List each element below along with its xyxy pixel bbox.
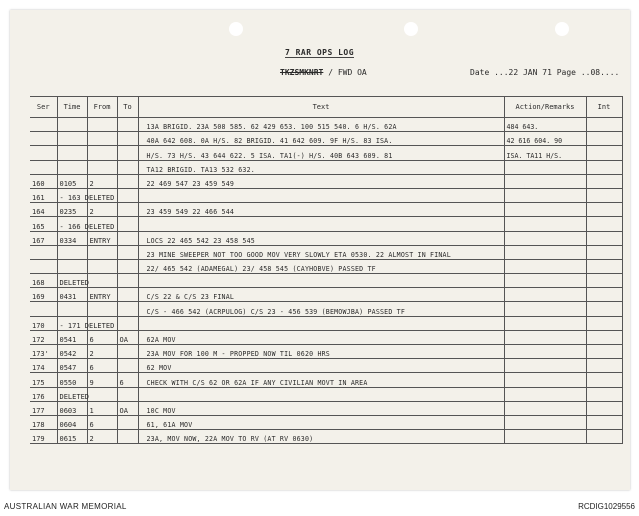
cell-int [586, 415, 622, 429]
table-row [30, 231, 622, 245]
cell-from: 6 [87, 415, 117, 429]
cell-int [586, 245, 622, 259]
cell-text [138, 188, 504, 202]
cell-action [504, 288, 586, 302]
cell-text: 62 MOV [138, 359, 504, 373]
cell-to [117, 174, 138, 188]
cell-time: 0547 [57, 359, 87, 373]
cell-action [504, 259, 586, 273]
table-row [30, 387, 622, 401]
punch-hole [555, 22, 569, 36]
cell-text: 61, 61A MOV [138, 415, 504, 429]
cell-int [586, 132, 622, 146]
cell-action [504, 188, 586, 202]
table-row [30, 174, 622, 188]
cell-text: LOCS 22 465 542 23 458 545 [138, 231, 504, 245]
cell-text: 23A MOV FOR 100 M - PROPPED NOW TIL 0620 HRS [138, 345, 504, 359]
cell-ser: 179 [30, 430, 57, 444]
cell-ser: 161 [30, 188, 57, 202]
cell-to [117, 288, 138, 302]
cell-int [586, 146, 622, 160]
cell-time: 0235 [57, 203, 87, 217]
table-row [30, 118, 622, 132]
cell-to [117, 146, 138, 160]
col-header-to: To [117, 97, 138, 118]
cell-from: ENTRY [87, 231, 117, 245]
cell-action: 42 616 604. 90 [504, 132, 586, 146]
col-header-time: Time [57, 97, 87, 118]
cell-to [117, 203, 138, 217]
cell-text [138, 316, 504, 330]
table-row [30, 359, 622, 373]
cell-time [57, 302, 87, 316]
cell-ser [30, 160, 57, 174]
cell-time: DELETED [57, 387, 87, 401]
col-header-int: Int [586, 97, 622, 118]
cell-time: - 163 DELETED [57, 188, 87, 202]
cell-ser: 173' [30, 345, 57, 359]
table-row [30, 146, 622, 160]
cell-time: 0603 [57, 401, 87, 415]
cell-action: ISA. TA11 H/S. [504, 146, 586, 160]
archive-credit: AUSTRALIAN WAR MEMORIAL [4, 502, 127, 511]
log-title: 7 RAR OPS LOG [284, 48, 355, 57]
table-row [30, 245, 622, 259]
log-body [30, 118, 622, 444]
cell-ser: 178 [30, 415, 57, 429]
cell-to [117, 302, 138, 316]
cell-text: 62A MOV [138, 330, 504, 344]
page-value: ..08.... [580, 68, 620, 77]
cell-text: 13A BRIGID. 23A 508 585. 62 429 653. 100 515 540. 6 H/S. 62A [138, 118, 504, 132]
cell-action: 484 643. [504, 118, 586, 132]
cell-time [57, 245, 87, 259]
cell-to [117, 160, 138, 174]
cell-time: 0431 [57, 288, 87, 302]
cell-time: 0541 [57, 330, 87, 344]
date-label: Date [470, 68, 490, 77]
table-row [30, 259, 622, 273]
cell-from [87, 160, 117, 174]
cell-to: OA [117, 401, 138, 415]
cell-from: 2 [87, 203, 117, 217]
cell-ser: 175 [30, 373, 57, 387]
cell-text: H/S. 73 H/S. 43 644 622. 5 ISA. TA1(-) H/S. 40B 643 609. 81 [138, 146, 504, 160]
table-row [30, 302, 622, 316]
subtitle-struck: TKZSMKNRT [280, 68, 324, 77]
cell-action [504, 160, 586, 174]
cell-action [504, 359, 586, 373]
cell-text: C/S 22 & C/S 23 FINAL [138, 288, 504, 302]
cell-int [586, 231, 622, 245]
cell-action [504, 430, 586, 444]
cell-int [586, 302, 622, 316]
cell-ser: 177 [30, 401, 57, 415]
cell-action [504, 203, 586, 217]
cell-time: 0105 [57, 174, 87, 188]
cell-time: - 171 DELETED [57, 316, 87, 330]
cell-from: 2 [87, 174, 117, 188]
table-row [30, 132, 622, 146]
cell-from [87, 302, 117, 316]
header-row [30, 97, 622, 118]
cell-int [586, 217, 622, 231]
cell-ser: 164 [30, 203, 57, 217]
page-label: Page [556, 68, 576, 77]
cell-int [586, 345, 622, 359]
cell-to [117, 245, 138, 259]
cell-to [117, 132, 138, 146]
cell-ser: 169 [30, 288, 57, 302]
cell-text: 23 459 549 22 466 544 [138, 203, 504, 217]
cell-time: 0550 [57, 373, 87, 387]
cell-int [586, 288, 622, 302]
date-value: ...22 JAN 71 [494, 68, 552, 77]
cell-time [57, 118, 87, 132]
cell-to [117, 387, 138, 401]
cell-text: 10C MOV [138, 401, 504, 415]
cell-from: 6 [87, 330, 117, 344]
cell-action [504, 217, 586, 231]
cell-action [504, 373, 586, 387]
cell-text: 40A 642 608. 0A H/S. 82 BRIGID. 41 642 609. 9F H/S. 83 ISA. [138, 132, 504, 146]
cell-text: TA12 BRIGID. TA13 532 632. [138, 160, 504, 174]
cell-from [87, 274, 117, 288]
cell-time [57, 160, 87, 174]
cell-ser: 168 [30, 274, 57, 288]
cell-action [504, 316, 586, 330]
cell-ser: 167 [30, 231, 57, 245]
cell-ser: 174 [30, 359, 57, 373]
cell-action [504, 274, 586, 288]
table-row [30, 345, 622, 359]
col-header-from: From [87, 97, 117, 118]
table-row [30, 274, 622, 288]
cell-time: - 166 DELETED [57, 217, 87, 231]
cell-action [504, 387, 586, 401]
cell-int [586, 330, 622, 344]
cell-text: 22 469 547 23 459 549 [138, 174, 504, 188]
cell-time: 0604 [57, 415, 87, 429]
cell-action [504, 245, 586, 259]
table-row [30, 160, 622, 174]
cell-action [504, 330, 586, 344]
cell-to: 6 [117, 373, 138, 387]
cell-action [504, 231, 586, 245]
cell-int [586, 430, 622, 444]
punch-hole [404, 22, 418, 36]
cell-to [117, 118, 138, 132]
col-header-ser: Ser [30, 97, 57, 118]
cell-time: 0334 [57, 231, 87, 245]
cell-int [586, 188, 622, 202]
table-row [30, 288, 622, 302]
cell-ser: 176 [30, 387, 57, 401]
cell-action [504, 174, 586, 188]
cell-int [586, 274, 622, 288]
cell-to [117, 345, 138, 359]
cell-time [57, 259, 87, 273]
cell-ser [30, 132, 57, 146]
cell-time: 0542 [57, 345, 87, 359]
subtitle-unit: / FWD OA [328, 68, 367, 77]
table-row [30, 188, 622, 202]
cell-ser: 165 [30, 217, 57, 231]
cell-from [87, 132, 117, 146]
cell-to [117, 188, 138, 202]
date-page-line [470, 68, 619, 77]
cell-ser [30, 302, 57, 316]
cell-from [87, 259, 117, 273]
table-row [30, 217, 622, 231]
cell-to [117, 430, 138, 444]
cell-text [138, 217, 504, 231]
cell-int [586, 359, 622, 373]
cell-text: 22/ 465 542 (ADAMEGAL) 23/ 458 545 (CAYHOBVE) PASSED TF [138, 259, 504, 273]
cell-from: 2 [87, 345, 117, 359]
cell-to [117, 231, 138, 245]
cell-action [504, 415, 586, 429]
cell-to [117, 316, 138, 330]
cell-time: DELETED [57, 274, 87, 288]
cell-int [586, 259, 622, 273]
cell-int [586, 401, 622, 415]
cell-ser: 172 [30, 330, 57, 344]
cell-int [586, 118, 622, 132]
col-header-text: Text [138, 97, 504, 118]
col-header-action: Action/Remarks [504, 97, 586, 118]
cell-from [87, 118, 117, 132]
punch-hole [229, 22, 243, 36]
cell-int [586, 160, 622, 174]
cell-to [117, 415, 138, 429]
cell-from: 9 [87, 373, 117, 387]
cell-from: 1 [87, 401, 117, 415]
cell-time [57, 132, 87, 146]
cell-ser [30, 259, 57, 273]
table-row [30, 430, 622, 444]
cell-text: 23A, MOV NOW, 22A MOV TO RV (AT RV 0630) [138, 430, 504, 444]
cell-from: 6 [87, 359, 117, 373]
cell-ser: 160 [30, 174, 57, 188]
cell-int [586, 387, 622, 401]
cell-from: 2 [87, 430, 117, 444]
cell-from: ENTRY [87, 288, 117, 302]
cell-to [117, 274, 138, 288]
cell-to [117, 259, 138, 273]
cell-to [117, 217, 138, 231]
table-row [30, 373, 622, 387]
cell-to [117, 359, 138, 373]
log-subtitle [280, 68, 367, 77]
cell-from [87, 146, 117, 160]
cell-ser: 170 [30, 316, 57, 330]
cell-ser [30, 118, 57, 132]
cell-text: CHECK WITH C/S 62 OR 62A IF ANY CIVILIAN MOVT IN AREA [138, 373, 504, 387]
cell-action [504, 345, 586, 359]
cell-ser [30, 245, 57, 259]
archive-id: RCDIG1029556 [578, 502, 635, 511]
cell-time: 0615 [57, 430, 87, 444]
ops-log-table [30, 96, 623, 444]
cell-text: C/S - 466 542 (ACRPULOG) C/S 23 - 456 539 (BEMOWJBA) PASSED TF [138, 302, 504, 316]
cell-from [87, 245, 117, 259]
cell-ser [30, 146, 57, 160]
cell-to: OA [117, 330, 138, 344]
cell-int [586, 373, 622, 387]
cell-action [504, 302, 586, 316]
table-row [30, 330, 622, 344]
cell-int [586, 174, 622, 188]
cell-int [586, 316, 622, 330]
cell-text [138, 274, 504, 288]
table-row [30, 401, 622, 415]
table-row [30, 415, 622, 429]
cell-time [57, 146, 87, 160]
table-row [30, 203, 622, 217]
cell-text: 23 MINE SWEEPER NOT TOO GOOD MOV VERY SLOWLY ETA 0530. 22 ALMOST IN FINAL [138, 245, 504, 259]
cell-action [504, 401, 586, 415]
cell-text [138, 387, 504, 401]
cell-from [87, 387, 117, 401]
table-row [30, 316, 622, 330]
cell-int [586, 203, 622, 217]
